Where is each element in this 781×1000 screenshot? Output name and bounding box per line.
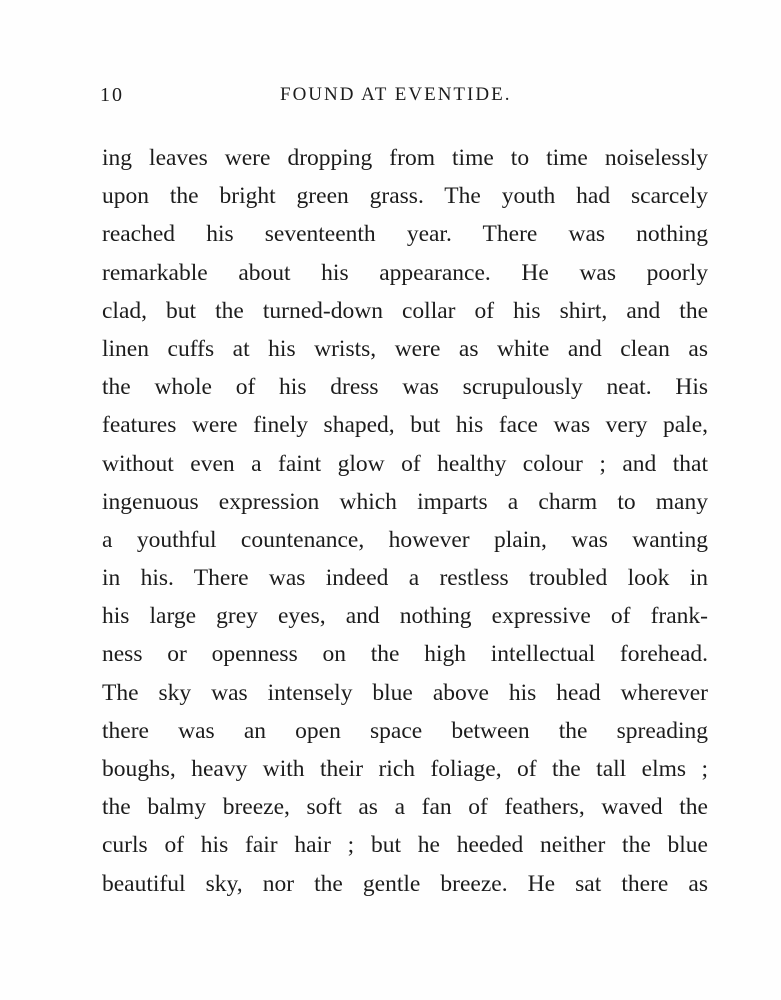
text-line: there was an open space between the spreading: [102, 717, 708, 744]
text-line: without even a faint glow of healthy colour ; and that: [102, 450, 708, 477]
text-line: boughs, heavy with their rich foliage, of the tall elms ;: [102, 756, 708, 782]
text-line: the balmy breeze, soft as a fan of feathers, waved the: [102, 794, 708, 821]
text-line: upon the bright green grass. The youth had scarcely: [102, 183, 708, 210]
text-line: clad, but the turned-down collar of his shirt, and the: [102, 297, 708, 324]
text-line: reached his seventeenth year. There was nothing: [102, 221, 708, 248]
text-line: remarkable about his appearance. He was poorly: [102, 259, 708, 286]
page-number: 10: [100, 84, 124, 106]
text-line: linen cuffs at his wrists, were as white and clean as: [102, 335, 708, 362]
text-line: his large grey eyes, and nothing expressive of frank-: [102, 603, 708, 630]
text-line: in his. There was indeed a restless troubled look in: [102, 565, 708, 592]
body-text: [102, 139, 708, 903]
text-line: ing leaves were dropping from time to time noiselessly: [102, 145, 708, 171]
text-line: a youthful countenance, however plain, was wanting: [102, 526, 708, 553]
text-line: the whole of his dress was scrupulously neat. His: [102, 374, 708, 401]
running-title: FOUND AT EVENTIDE.: [280, 84, 512, 105]
text-line: The sky was intensely blue above his head wherever: [102, 679, 708, 706]
text-line: beautiful sky, nor the gentle breeze. He sat there as: [102, 870, 708, 897]
text-line: ingenuous expression which imparts a charm to many: [102, 488, 708, 515]
text-line: curls of his fair hair ; but he heeded neither the blue: [102, 832, 708, 859]
text-line: ness or openness on the high intellectual forehead.: [102, 641, 708, 668]
page-header: [100, 84, 712, 114]
text-line: features were finely shaped, but his face was very pale,: [102, 412, 708, 439]
